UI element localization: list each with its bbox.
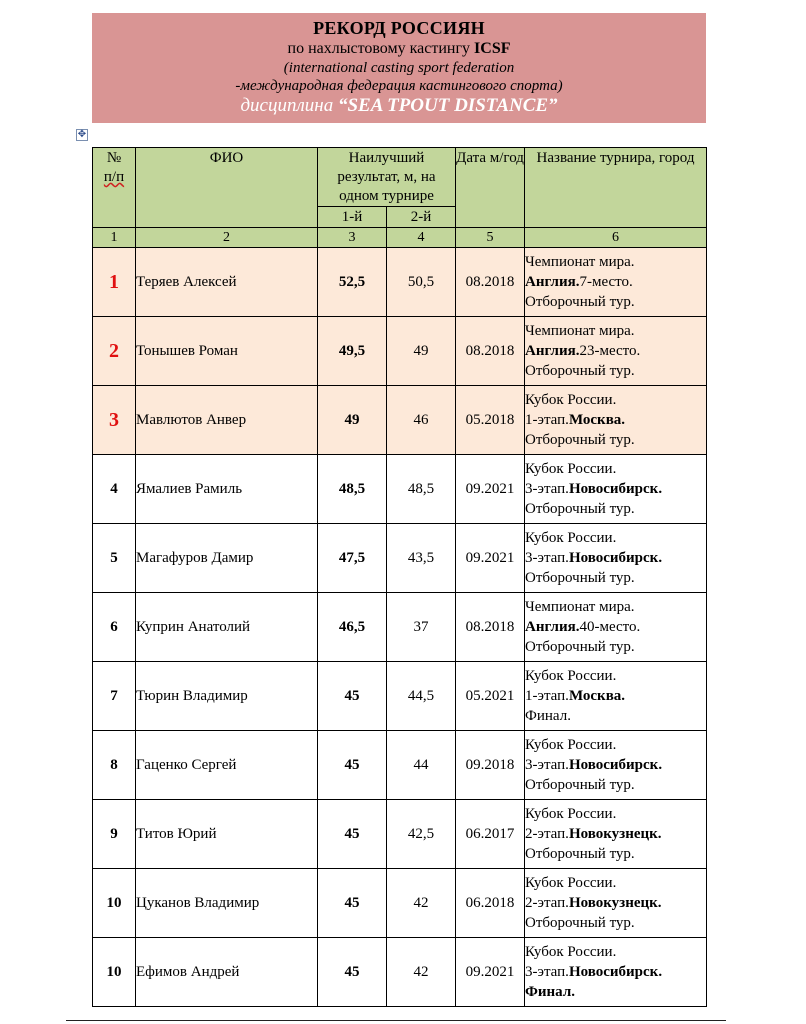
- row-number: 7: [93, 662, 136, 731]
- tournament-line-1: Кубок России.: [525, 737, 617, 753]
- tournament-line-1: Кубок России.: [525, 461, 617, 477]
- result-second: 48,5: [387, 455, 456, 524]
- best-result-first: 47,5: [318, 524, 387, 593]
- athlete-name: Ефимов Андрей: [136, 938, 318, 1007]
- tournament-line-2: [525, 686, 706, 706]
- result-second: 42,5: [387, 800, 456, 869]
- best-result-first: 45: [318, 731, 387, 800]
- tournament-city: Англия.: [525, 274, 580, 290]
- result-second: 43,5: [387, 524, 456, 593]
- result-second: 42: [387, 938, 456, 1007]
- table-header-row: [93, 148, 707, 207]
- table-move-handle-icon[interactable]: ✥: [77, 129, 87, 140]
- stage-label: 1-этап.: [525, 412, 569, 428]
- placement: 23-место.: [579, 343, 641, 359]
- records-table-body: [93, 148, 707, 1007]
- best-result-first: 45: [318, 938, 387, 1007]
- stage-label: 3-этап.: [525, 964, 569, 980]
- table-row: [93, 593, 707, 662]
- best-result-first: 52,5: [318, 248, 387, 317]
- athlete-name: Гаценко Сергей: [136, 731, 318, 800]
- result-date: 08.2018: [456, 248, 525, 317]
- tournament-round: Отборочный тур.: [525, 915, 635, 931]
- result-second: 44,5: [387, 662, 456, 731]
- best-result-first: 49,5: [318, 317, 387, 386]
- table-row: [93, 317, 707, 386]
- placement: 7-место.: [579, 274, 633, 290]
- row-number: 4: [93, 455, 136, 524]
- column-index: 2: [136, 228, 318, 248]
- tournament-city: Новокузнецк.: [568, 895, 662, 911]
- table-row: [93, 386, 707, 455]
- records-table: [92, 147, 707, 1007]
- result-date: 09.2021: [456, 938, 525, 1007]
- row-number: 10: [93, 869, 136, 938]
- best-result-first: 46,5: [318, 593, 387, 662]
- stage-label: 3-этап.: [525, 550, 569, 566]
- tournament-city: Англия.: [525, 619, 580, 635]
- tournament-city: Англия.: [525, 343, 580, 359]
- table-row: [93, 524, 707, 593]
- subtitle-text: по нахлыстовому кастингу: [287, 40, 475, 57]
- best-result-first: 49: [318, 386, 387, 455]
- federation-line-2: -международная федерация кастингового спорта): [235, 78, 563, 94]
- row-number: 8: [93, 731, 136, 800]
- tournament-line-2: [525, 341, 706, 361]
- tournament-round: Отборочный тур.: [525, 777, 635, 793]
- result-second: 37: [387, 593, 456, 662]
- result-date: 05.2021: [456, 662, 525, 731]
- tournament-line-1: Чемпионат мира.: [525, 323, 635, 339]
- table-row: [93, 869, 707, 938]
- column-index: 1: [93, 228, 136, 248]
- tournament-round: Отборочный тур.: [525, 639, 635, 655]
- page-bottom-rule: [66, 1020, 726, 1021]
- tournament-line-1: Чемпионат мира.: [525, 254, 635, 270]
- row-number: 1: [93, 248, 136, 317]
- title-banner: [92, 13, 706, 123]
- result-second: 49: [387, 317, 456, 386]
- col-header-tournament: Название турнира, город: [525, 148, 707, 228]
- row-number: 9: [93, 800, 136, 869]
- result-second: 44: [387, 731, 456, 800]
- table-row: [93, 662, 707, 731]
- tournament-line-2: [525, 962, 706, 982]
- tournament-line-1: Чемпионат мира.: [525, 599, 635, 615]
- result-second: 50,5: [387, 248, 456, 317]
- row-number: 2: [93, 317, 136, 386]
- best-result-first: 45: [318, 662, 387, 731]
- table-row: [93, 455, 707, 524]
- col-header-first: 1-й: [318, 207, 387, 228]
- tournament-city: Новосибирск.: [568, 481, 663, 497]
- athlete-name: Теряев Алексей: [136, 248, 318, 317]
- col-header-fio: ФИО: [136, 148, 318, 228]
- result-date: 09.2021: [456, 455, 525, 524]
- tournament-line-2: [525, 410, 706, 430]
- stage-label: 2-этап.: [525, 895, 569, 911]
- tournament-line-1: Кубок России.: [525, 392, 617, 408]
- table-row: [93, 731, 707, 800]
- row-number: 10: [93, 938, 136, 1007]
- result-date: 09.2021: [456, 524, 525, 593]
- result-date: 09.2018: [456, 731, 525, 800]
- best-result-first: 45: [318, 800, 387, 869]
- tournament-round: Отборочный тур.: [525, 501, 635, 517]
- row-number: 3: [93, 386, 136, 455]
- tournament-cell: [525, 317, 707, 386]
- tournament-line-1: Кубок России.: [525, 530, 617, 546]
- tournament-round: Отборочный тур.: [525, 570, 635, 586]
- athlete-name: Титов Юрий: [136, 800, 318, 869]
- tournament-line-2: [525, 479, 706, 499]
- best-result-first: 45: [318, 869, 387, 938]
- tournament-round: Отборочный тур.: [525, 363, 635, 379]
- tournament-line-1: Кубок России.: [525, 668, 617, 684]
- best-result-first: 48,5: [318, 455, 387, 524]
- result-date: 06.2017: [456, 800, 525, 869]
- tournament-round: Финал.: [525, 984, 575, 1000]
- tournament-round: Отборочный тур.: [525, 432, 635, 448]
- federation-line-1: (international casting sport federation: [283, 60, 515, 76]
- tournament-city: Новосибирск.: [568, 964, 663, 980]
- stage-label: 3-этап.: [525, 757, 569, 773]
- col-header-number: [93, 148, 136, 228]
- table-row: [93, 938, 707, 1007]
- table-row: [93, 248, 707, 317]
- tournament-city: Москва.: [568, 412, 626, 428]
- tournament-line-1: Кубок России.: [525, 944, 617, 960]
- tournament-cell: [525, 524, 707, 593]
- tournament-line-2: [525, 548, 706, 568]
- result-second: 46: [387, 386, 456, 455]
- page-title: РЕКОРД РОССИЯН: [313, 18, 485, 38]
- column-index: 4: [387, 228, 456, 248]
- stage-label: 2-этап.: [525, 826, 569, 842]
- subtitle-icsf: ICSF: [474, 40, 511, 57]
- result-date: 08.2018: [456, 593, 525, 662]
- placement: 40-место.: [579, 619, 641, 635]
- col-header-second: 2-й: [387, 207, 456, 228]
- athlete-name: Цуканов Владимир: [136, 869, 318, 938]
- table-row: [93, 800, 707, 869]
- discipline-name: “SEA TPOUT DISTANCE”: [337, 95, 558, 116]
- tournament-line-1: Кубок России.: [525, 875, 617, 891]
- column-index: 5: [456, 228, 525, 248]
- tournament-cell: [525, 455, 707, 524]
- athlete-name: Тюрин Владимир: [136, 662, 318, 731]
- tournament-city: Новосибирск.: [568, 757, 663, 773]
- tournament-line-2: [525, 617, 706, 637]
- stage-label: 3-этап.: [525, 481, 569, 497]
- tournament-cell: [525, 869, 707, 938]
- discipline-line: [92, 95, 706, 117]
- column-index: 6: [525, 228, 707, 248]
- discipline-label: дисциплина: [240, 95, 338, 116]
- athlete-name: Ямалиев Рамиль: [136, 455, 318, 524]
- tournament-cell: [525, 593, 707, 662]
- tournament-round: Отборочный тур.: [525, 294, 635, 310]
- tournament-round: Финал.: [525, 708, 571, 724]
- tournament-city: Москва.: [568, 688, 626, 704]
- tournament-line-2: [525, 824, 706, 844]
- tournament-cell: [525, 386, 707, 455]
- row-number: 5: [93, 524, 136, 593]
- result-second: 42: [387, 869, 456, 938]
- column-index: 3: [318, 228, 387, 248]
- column-index-row: [93, 228, 707, 248]
- row-number: 6: [93, 593, 136, 662]
- result-date: 05.2018: [456, 386, 525, 455]
- result-date: 06.2018: [456, 869, 525, 938]
- athlete-name: Тонышев Роман: [136, 317, 318, 386]
- tournament-line-2: [525, 272, 706, 292]
- col-header-best: Наилучший результат, м, на одном турнире: [318, 148, 456, 207]
- athlete-name: Мавлютов Анвер: [136, 386, 318, 455]
- col-header-number-pp: п/п: [103, 169, 125, 185]
- tournament-city: Новокузнецк.: [568, 826, 662, 842]
- tournament-round: Отборочный тур.: [525, 846, 635, 862]
- tournament-cell: [525, 662, 707, 731]
- tournament-line-2: [525, 893, 706, 913]
- tournament-cell: [525, 731, 707, 800]
- athlete-name: Магафуров Дамир: [136, 524, 318, 593]
- result-date: 08.2018: [456, 317, 525, 386]
- athlete-name: Куприн Анатолий: [136, 593, 318, 662]
- tournament-line-1: Кубок России.: [525, 806, 617, 822]
- col-header-date: Дата м/год: [456, 148, 525, 228]
- tournament-line-2: [525, 755, 706, 775]
- stage-label: 1-этап.: [525, 688, 569, 704]
- tournament-cell: [525, 248, 707, 317]
- tournament-city: Новосибирск.: [568, 550, 663, 566]
- page-subtitle: [92, 39, 706, 59]
- tournament-cell: [525, 800, 707, 869]
- col-header-number-sign: №: [106, 150, 122, 166]
- tournament-cell: [525, 938, 707, 1007]
